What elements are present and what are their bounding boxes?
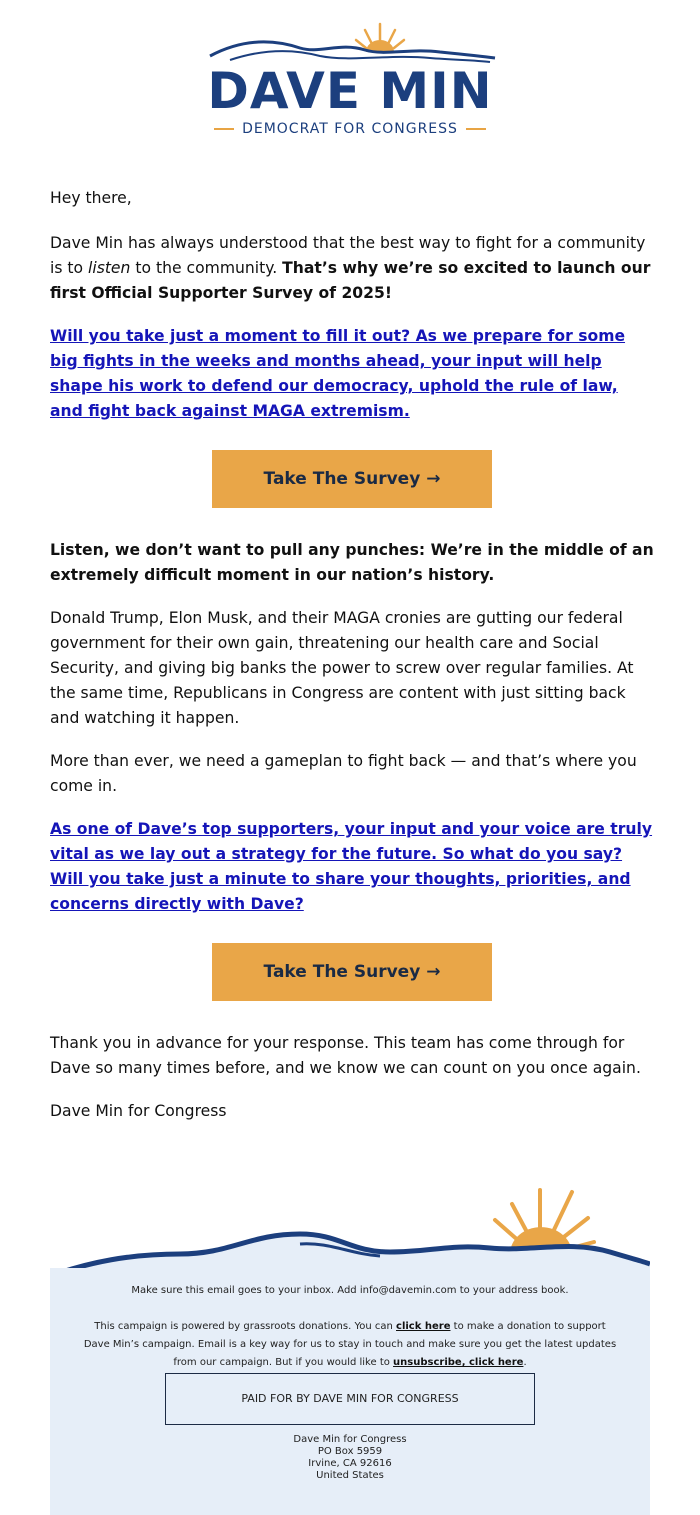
address-country: United States (316, 1470, 384, 1481)
inbox-note: Make sure this email goes to your inbox. Add info@davemin.com to your address book. (131, 1285, 569, 1296)
divider (214, 128, 234, 130)
gameplan-paragraph: More than ever, we need a gameplan to fight back — and that’s where you come in. (50, 752, 637, 795)
address-po: PO Box 5959 (317, 1446, 383, 1457)
email-body (50, 186, 654, 1124)
intro-paragraph (50, 231, 654, 306)
greeting: Hey there, (50, 189, 132, 207)
donation-text: This campaign is powered by grassroots donations. You can (94, 1321, 397, 1332)
address-city: Irvine, CA 92616 (308, 1458, 392, 1469)
context-paragraph: Donald Trump, Elon Musk, and their MAGA cronies are gutting our federal government for their own gain, threatening our health care and Social Security, and giving big banks the power to screw over regular families. At the same time, Republicans in Congress are content with just sitting back and watching it happen. (50, 609, 634, 727)
thanks-paragraph: Thank you in advance for your response. This team has come through for Dave so many times before, and we know we can count on you once again. (50, 1034, 641, 1077)
intro-emphasis: listen (88, 259, 131, 277)
footer-wave-icon (50, 1182, 650, 1282)
take-survey-button-2[interactable]: Take The Survey → (212, 943, 492, 1001)
paid-for-box: PAID FOR BY DAVE MIN FOR CONGRESS (165, 1373, 535, 1425)
intro-bold: That’s why we’re so excited to launch our first Official Supporter Survey of 2025! (50, 259, 651, 302)
intro-text: Dave Min has always understood that the best way to fight for a community is to (50, 234, 646, 277)
logo-subtitle (200, 121, 500, 137)
logo-name: DAVE MIN (207, 62, 493, 120)
survey-link-1[interactable]: Will you take just a moment to fill it out? As we prepare for some big fights in the weeks and months ahead, your input will help shape his work to defend our democracy, uphold the rule of law, and fight back against MAGA extremism. (50, 327, 626, 420)
unsubscribe-link[interactable]: unsubscribe, click here (393, 1357, 524, 1368)
divider (466, 128, 486, 130)
email-footer (50, 1268, 650, 1515)
campaign-logo (200, 18, 500, 143)
donation-text-end: . (523, 1357, 527, 1368)
intro-text-2: to the community. (130, 259, 283, 277)
donate-link[interactable]: click here (396, 1321, 451, 1332)
logo-subtitle-text: DEMOCRAT FOR CONGRESS (242, 121, 458, 137)
survey-link-2[interactable]: As one of Dave’s top supporters, your input and your voice are truly vital as we lay out a strategy for the future. So what do you say? Will you take just a minute to share your thoughts, priorities, and concerns directly with Dave? (50, 820, 653, 913)
signoff: Dave Min for Congress (50, 1102, 227, 1120)
address-name: Dave Min for Congress (293, 1434, 407, 1445)
donation-note (80, 1318, 620, 1372)
callout-paragraph: Listen, we don’t want to pull any punches: We’re in the middle of an extremely difficult moment in our nation’s history. (50, 541, 654, 584)
take-survey-button-1[interactable]: Take The Survey → (212, 450, 492, 508)
donation-text-2: to make a donation to support Dave Min’s campaign. Email is a key way for us to stay in touch and make sure you get the latest updates from our campaign. But if you would like to (83, 1321, 617, 1368)
